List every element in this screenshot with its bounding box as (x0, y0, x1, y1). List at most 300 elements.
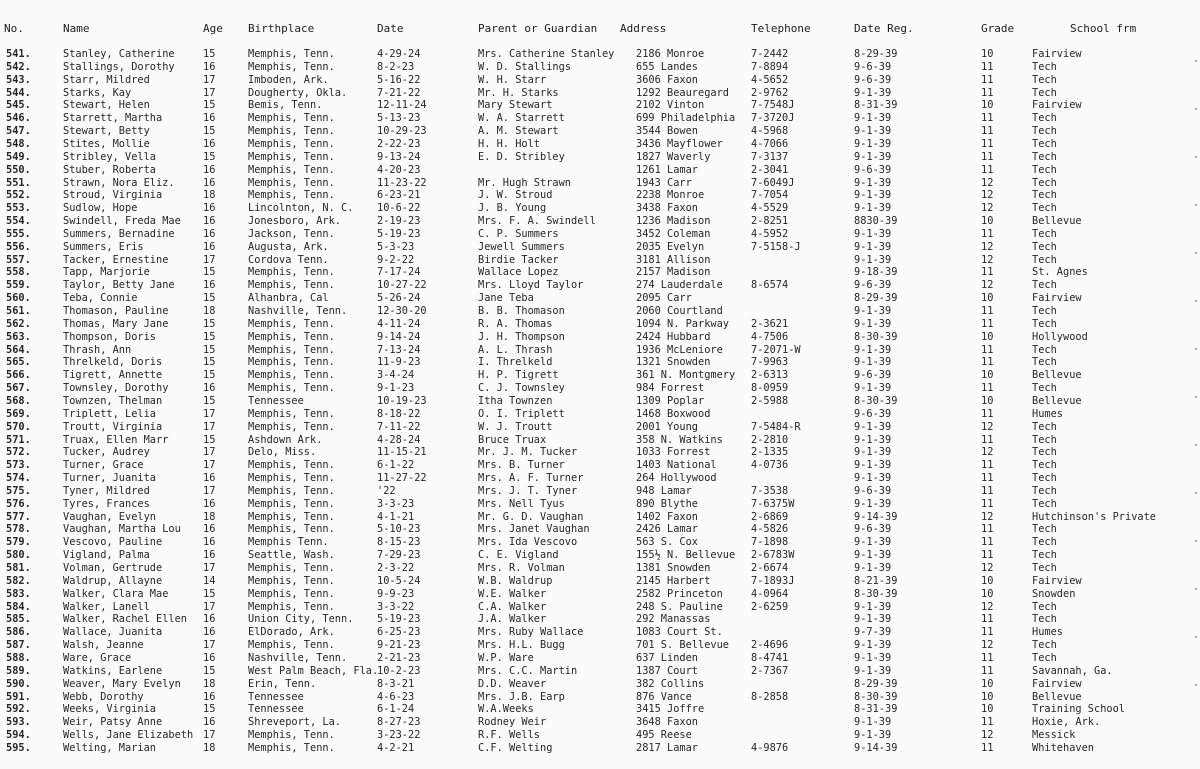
grade: 11 (981, 60, 994, 73)
address: 1468 Boxwood (636, 407, 711, 420)
address: 3648 Faxon (636, 716, 698, 729)
student-age: 16 (203, 112, 216, 125)
birthplace: Memphis, Tenn. (248, 382, 335, 395)
school-from: Savannah, Ga. (1032, 664, 1113, 677)
address: 655 Landes (636, 60, 698, 73)
address: 984 Forrest (636, 382, 705, 395)
address: 948 Lamar (636, 484, 692, 497)
telephone: 2-3041 (751, 163, 789, 176)
birthplace: Memphis, Tenn. (248, 523, 335, 536)
birth-date: 4-2-21 (377, 741, 415, 754)
student-age: 15 (203, 356, 216, 369)
birthplace: Nashville, Tenn. (248, 651, 348, 664)
parent-guardian: Itha Townzen (478, 394, 553, 407)
grade: 11 (981, 356, 994, 369)
date-registered: 9-1-39 (854, 729, 892, 742)
parent-guardian: Mrs. Lloyd Taylor (478, 279, 584, 292)
student-name: Triplett, Lelia (63, 407, 156, 420)
school-from: Whitehaven (1032, 741, 1094, 754)
date-registered: 9-1-39 (854, 317, 892, 330)
school-from: Tech (1032, 317, 1057, 330)
birth-date: 7-17-24 (377, 266, 421, 279)
parent-guardian: W. A. Starrett (478, 112, 565, 125)
parent-guardian: Mrs. C.C. Martin (478, 664, 578, 677)
student-age: 17 (203, 600, 216, 613)
student-age: 15 (203, 343, 216, 356)
grade: 10 (981, 677, 994, 690)
date-registered: 9-1-39 (854, 651, 892, 664)
student-age: 16 (203, 137, 216, 150)
address: 382 Collins (636, 677, 705, 690)
parent-guardian: Jewell Summers (478, 240, 565, 253)
header-birthplace: Birthplace (248, 22, 315, 35)
telephone: 4-0964 (751, 587, 789, 600)
address: 358 N. Watkins (636, 433, 723, 446)
address: 2095 Carr (636, 292, 692, 305)
birthplace: Erin, Tenn. (248, 677, 317, 690)
student-name: Turner, Grace (63, 459, 144, 472)
student-name: Wallace, Juanita (63, 626, 163, 639)
date-registered: 9-1-39 (854, 459, 892, 472)
student-number: 569. (6, 407, 31, 420)
telephone: 7-7548J (751, 99, 795, 112)
header-grade: Grade (981, 22, 1015, 35)
student-name: Summers, Bernadine (63, 227, 175, 240)
telephone: 2-5988 (751, 394, 789, 407)
parent-guardian: J. H. Thompson (478, 330, 565, 343)
birthplace: Memphis, Tenn. (248, 279, 335, 292)
table-row (0, 408, 1200, 421)
student-number: 592. (6, 703, 31, 716)
table-row (0, 421, 1200, 434)
student-number: 547. (6, 125, 31, 138)
table-row (0, 446, 1200, 459)
table-row (0, 292, 1200, 305)
student-name: Walker, Lanell (63, 600, 150, 613)
student-name: Troutt, Virginia (63, 420, 163, 433)
margin-mark (1195, 348, 1197, 350)
school-from: Tech (1032, 279, 1057, 292)
birth-date: 2-3-22 (377, 562, 415, 574)
parent-guardian: Mrs. F. A. Swindell (478, 215, 596, 228)
grade: 11 (981, 433, 994, 446)
student-age: 15 (203, 433, 216, 446)
school-from: Tech (1032, 202, 1057, 215)
birth-date: 7-29-23 (377, 549, 421, 562)
student-number: 560. (6, 292, 31, 305)
table-row (0, 472, 1200, 485)
birth-date: 10-5-24 (377, 574, 421, 587)
margin-mark (1195, 684, 1197, 686)
student-age: 16 (203, 716, 216, 729)
student-number: 570. (6, 420, 31, 433)
telephone: 7-8894 (751, 60, 789, 73)
grade: 10 (981, 292, 994, 305)
birth-date: 10-29-23 (377, 125, 427, 138)
date-registered: 9-6-39 (854, 279, 892, 292)
school-from: Tech (1032, 459, 1057, 472)
birth-date: 9-9-23 (377, 587, 415, 600)
student-name: Volman, Gertrude (63, 562, 163, 574)
parent-guardian: Jane Teba (478, 292, 534, 305)
telephone: 2-6674 (751, 562, 789, 574)
address: 1381 Snowden (636, 562, 711, 574)
date-registered: 9-1-39 (854, 189, 892, 202)
student-age: 14 (203, 574, 216, 587)
grade: 12 (981, 279, 994, 292)
birthplace: Memphis, Tenn. (248, 137, 335, 150)
birth-date: 4-20-23 (377, 163, 421, 176)
birthplace: Memphis, Tenn. (248, 176, 335, 189)
student-age: 17 (203, 484, 216, 497)
student-age: 15 (203, 394, 216, 407)
margin-mark (1195, 444, 1197, 446)
grade: 11 (981, 523, 994, 536)
student-number: 571. (6, 433, 31, 446)
grade: 12 (981, 189, 994, 202)
student-name: Starrett, Martha (63, 112, 163, 125)
birthplace: Memphis, Tenn. (248, 562, 335, 574)
student-age: 16 (203, 279, 216, 292)
student-age: 15 (203, 125, 216, 138)
school-from: Tech (1032, 549, 1057, 562)
student-age: 16 (203, 163, 216, 176)
table-row (0, 511, 1200, 524)
address: 1033 Forrest (636, 446, 711, 459)
birthplace: Memphis, Tenn. (248, 639, 335, 652)
address: 699 Philadelphia (636, 112, 736, 125)
grade: 12 (981, 562, 994, 574)
telephone: 7-5158-J (751, 240, 801, 253)
parent-guardian: W.E. Walker (478, 587, 547, 600)
school-from: Fairview (1032, 48, 1082, 60)
margin-mark (1195, 396, 1197, 398)
telephone: 8-6574 (751, 279, 789, 292)
student-number: 559. (6, 279, 31, 292)
telephone: 7-3137 (751, 150, 789, 163)
birth-date: 4-1-21 (377, 510, 415, 523)
grade: 11 (981, 664, 994, 677)
birthplace: Ashdown Ark. (248, 433, 323, 446)
telephone: 4-5529 (751, 202, 789, 215)
table-row (0, 626, 1200, 639)
student-number: 588. (6, 651, 31, 664)
address: 876 Vance (636, 690, 692, 703)
telephone: 4-5968 (751, 125, 789, 138)
telephone: 4-5652 (751, 73, 789, 86)
birthplace: Memphis, Tenn. (248, 459, 335, 472)
address: 495 Reese (636, 729, 692, 742)
student-age: 15 (203, 317, 216, 330)
margin-mark (1195, 60, 1197, 62)
header-school: School frm (1070, 22, 1137, 35)
grade: 11 (981, 484, 994, 497)
grade: 11 (981, 137, 994, 150)
table-row (0, 356, 1200, 369)
table-row (0, 318, 1200, 331)
grade: 10 (981, 369, 994, 382)
student-age: 15 (203, 703, 216, 716)
grade: 11 (981, 163, 994, 176)
table-row (0, 562, 1200, 575)
student-number: 574. (6, 472, 31, 485)
birthplace: Seattle, Wash. (248, 549, 335, 562)
school-from: Tech (1032, 189, 1057, 202)
address: 2817 Lamar (636, 741, 698, 754)
parent-guardian: Birdie Tacker (478, 253, 559, 266)
grade: 12 (981, 240, 994, 253)
student-age: 17 (203, 459, 216, 472)
student-number: 542. (6, 60, 31, 73)
student-number: 555. (6, 227, 31, 240)
birth-date: 5-26-24 (377, 292, 421, 305)
student-number: 581. (6, 562, 31, 574)
parent-guardian: H. H. Holt (478, 137, 540, 150)
student-age: 16 (203, 536, 216, 549)
school-from: Tech (1032, 176, 1057, 189)
telephone: 7-3720J (751, 112, 795, 125)
table-row (0, 716, 1200, 729)
grade: 10 (981, 330, 994, 343)
table-row (0, 305, 1200, 318)
table-row (0, 87, 1200, 100)
parent-guardian: Bruce Truax (478, 433, 547, 446)
school-from: Tech (1032, 73, 1057, 86)
address: 292 Manassas (636, 613, 711, 626)
date-registered: 8-31-39 (854, 99, 898, 112)
address: 1827 Waverly (636, 150, 711, 163)
student-name: Townzen, Thelman (63, 394, 163, 407)
school-from: Tech (1032, 150, 1057, 163)
student-age: 17 (203, 729, 216, 742)
birthplace: Memphis, Tenn. (248, 574, 335, 587)
birth-date: 5-19-23 (377, 613, 421, 626)
telephone: 4-5952 (751, 227, 789, 240)
school-from: Hoxie, Ark. (1032, 716, 1101, 729)
student-name: Walsh, Jeanne (63, 639, 144, 652)
student-name: Vigland, Palma (63, 549, 150, 562)
grade: 11 (981, 266, 994, 279)
student-number: 582. (6, 574, 31, 587)
student-age: 15 (203, 330, 216, 343)
parent-guardian: Mary Stewart (478, 99, 553, 112)
date-registered: 9-1-39 (854, 536, 892, 549)
telephone: 7-1893J (751, 574, 795, 587)
birth-date: 7-13-24 (377, 343, 421, 356)
student-name: Taylor, Betty Jane (63, 279, 175, 292)
birthplace: Memphis, Tenn. (248, 189, 335, 202)
birth-date: '22 (377, 484, 396, 497)
school-from: Tech (1032, 536, 1057, 549)
school-from: Tech (1032, 420, 1057, 433)
grade: 11 (981, 407, 994, 420)
table-row (0, 395, 1200, 408)
student-name: Tyres, Frances (63, 497, 150, 510)
birthplace: Memphis, Tenn. (248, 407, 335, 420)
student-name: Watkins, Earlene (63, 664, 163, 677)
school-from: Fairview (1032, 574, 1082, 587)
parent-guardian: Mrs. J.B. Earp (478, 690, 565, 703)
birthplace: Memphis, Tenn. (248, 497, 335, 510)
school-from: Tech (1032, 433, 1057, 446)
birth-date: 6-25-23 (377, 626, 421, 639)
margin-mark (1195, 252, 1197, 254)
birth-date: 9-2-22 (377, 253, 415, 266)
student-name: Starks, Kay (63, 86, 132, 99)
grade: 10 (981, 587, 994, 600)
table-row (0, 703, 1200, 716)
date-registered: 8-21-39 (854, 574, 898, 587)
student-name: Wells, Jane Elizabeth (63, 729, 194, 742)
table-row (0, 241, 1200, 254)
date-registered: 8830-39 (854, 215, 898, 228)
school-from: St. Agnes (1032, 266, 1088, 279)
birthplace: Jonesboro, Ark. (248, 215, 341, 228)
date-registered: 9-1-39 (854, 420, 892, 433)
telephone: 4-0736 (751, 459, 789, 472)
header-age: Age (203, 22, 223, 35)
address: 2186 Monroe (636, 48, 705, 60)
student-number: 548. (6, 137, 31, 150)
student-number: 545. (6, 99, 31, 112)
parent-guardian: W.A.Weeks (478, 703, 534, 716)
student-name: Stewart, Betty (63, 125, 150, 138)
student-age: 16 (203, 215, 216, 228)
birth-date: 8-18-22 (377, 407, 421, 420)
school-from: Tech (1032, 137, 1057, 150)
date-registered: 8-30-39 (854, 690, 898, 703)
student-number: 543. (6, 73, 31, 86)
birth-date: 6-1-24 (377, 703, 415, 716)
school-from: Tech (1032, 472, 1057, 485)
telephone: 8-2858 (751, 690, 789, 703)
school-from: Tech (1032, 600, 1057, 613)
parent-guardian: W. H. Starr (478, 73, 547, 86)
telephone: 2-8251 (751, 215, 789, 228)
birthplace: Tennessee (248, 690, 304, 703)
address: 1261 Lamar (636, 163, 698, 176)
table-row (0, 74, 1200, 87)
student-age: 15 (203, 369, 216, 382)
address: 1292 Beauregard (636, 86, 729, 99)
birthplace: Imboden, Ark. (248, 73, 329, 86)
student-age: 16 (203, 497, 216, 510)
grade: 12 (981, 176, 994, 189)
header-name: Name (63, 22, 90, 35)
grade: 10 (981, 215, 994, 228)
margin-mark (1195, 204, 1197, 206)
table-row (0, 215, 1200, 228)
student-name: Welting, Marian (63, 741, 156, 754)
table-row (0, 228, 1200, 241)
grade: 11 (981, 73, 994, 86)
parent-guardian: E. D. Stribley (478, 150, 565, 163)
birth-date: 11-27-22 (377, 472, 427, 485)
telephone: 2-7367 (751, 664, 789, 677)
address: 2145 Harbert (636, 574, 711, 587)
birthplace: Memphis, Tenn. (248, 266, 335, 279)
table-row (0, 164, 1200, 177)
grade: 12 (981, 253, 994, 266)
student-age: 16 (203, 613, 216, 626)
student-name: Vescovo, Pauline (63, 536, 163, 549)
student-number: 575. (6, 484, 31, 497)
address: 3181 Allison (636, 253, 711, 266)
grade: 10 (981, 48, 994, 60)
birth-date: 5-13-23 (377, 112, 421, 125)
date-registered: 9-1-39 (854, 549, 892, 562)
grade: 10 (981, 99, 994, 112)
date-registered: 9-1-39 (854, 86, 892, 99)
table-row (0, 48, 1200, 61)
telephone: 8-4741 (751, 651, 789, 664)
parent-guardian: H. P. Tigrett (478, 369, 559, 382)
birth-date: 9-14-24 (377, 330, 421, 343)
student-number: 562. (6, 317, 31, 330)
parent-guardian: I. Threlkeld (478, 356, 553, 369)
student-age: 17 (203, 253, 216, 266)
table-row (0, 613, 1200, 626)
parent-guardian: J. B. Young (478, 202, 547, 215)
birth-date: 12-30-20 (377, 305, 427, 317)
date-registered: 9-1-39 (854, 562, 892, 574)
table-row (0, 588, 1200, 601)
student-number: 557. (6, 253, 31, 266)
student-number: 589. (6, 664, 31, 677)
birthplace: Memphis, Tenn. (248, 343, 335, 356)
school-from: Tech (1032, 253, 1057, 266)
student-age: 15 (203, 292, 216, 305)
parent-guardian: Mr. G. D. Vaughan (478, 510, 584, 523)
address: 890 Blythe (636, 497, 698, 510)
grade: 11 (981, 86, 994, 99)
date-registered: 9-1-39 (854, 600, 892, 613)
student-name: Thomas, Mary Jane (63, 317, 169, 330)
school-from: Tech (1032, 562, 1057, 574)
parent-guardian: D.D. Weaver (478, 677, 547, 690)
parent-guardian: Mrs. Janet Vaughan (478, 523, 590, 536)
parent-guardian: A. L. Thrash (478, 343, 553, 356)
student-number: 563. (6, 330, 31, 343)
birth-date: 5-3-23 (377, 240, 415, 253)
birth-date: 2-22-23 (377, 137, 421, 150)
student-age: 16 (203, 549, 216, 562)
birth-date: 9-13-24 (377, 150, 421, 163)
telephone: 2-6783W (751, 549, 795, 562)
address: 3452 Coleman (636, 227, 711, 240)
table-row (0, 189, 1200, 202)
address: 264 Hollywood (636, 472, 717, 485)
school-from: Training School (1032, 703, 1125, 716)
parent-guardian: C. P. Summers (478, 227, 559, 240)
student-number: 564. (6, 343, 31, 356)
birthplace: Nashville, Tenn. (248, 305, 348, 317)
address: 2060 Courtland (636, 305, 723, 317)
student-name: Thomason, Pauline (63, 305, 169, 317)
birth-date: 9-1-23 (377, 382, 415, 395)
birth-date: 6-1-22 (377, 459, 415, 472)
margin-mark (1195, 108, 1197, 110)
address: 2424 Hubbard (636, 330, 711, 343)
date-registered: 9-1-39 (854, 497, 892, 510)
school-from: Hutchinson's Private (1032, 510, 1156, 523)
date-registered: 9-1-39 (854, 382, 892, 395)
date-registered: 9-1-39 (854, 639, 892, 652)
parent-guardian: J. W. Stroud (478, 189, 553, 202)
student-age: 15 (203, 664, 216, 677)
student-number: 591. (6, 690, 31, 703)
table-row (0, 61, 1200, 74)
